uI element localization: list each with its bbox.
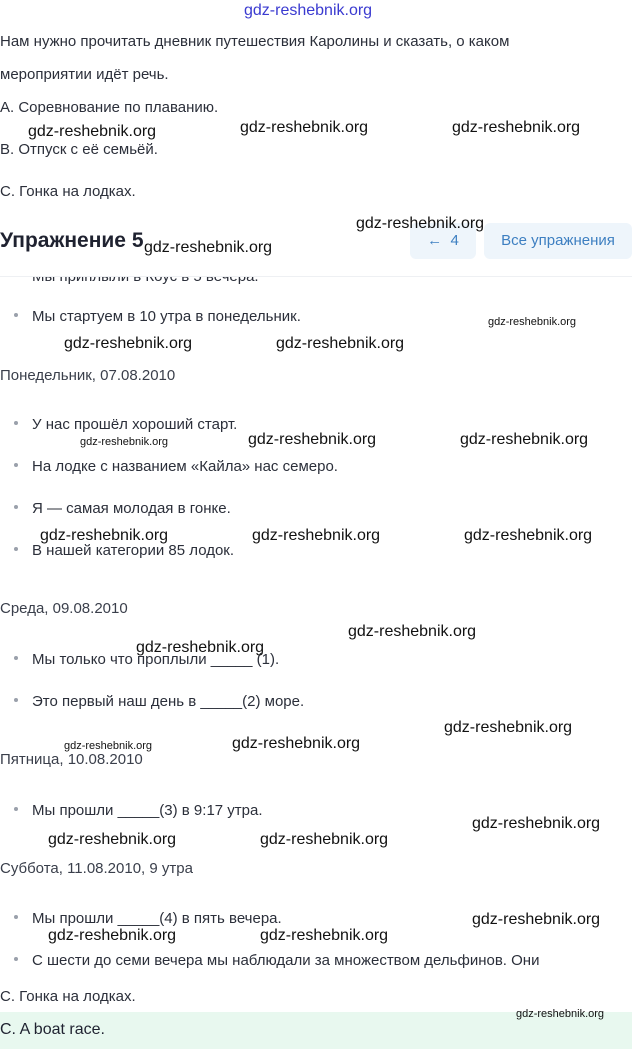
date-heading-saturday: Суббота, 11.08.2010, 9 утра: [0, 860, 193, 877]
watermark: gdz-reshebnik.org: [64, 740, 153, 752]
bullet-icon: [14, 807, 18, 811]
watermark: gdz-reshebnik.org: [460, 431, 589, 448]
date-heading-friday: Пятница, 10.08.2010: [0, 751, 143, 768]
watermark: gdz-reshebnik.org: [248, 431, 377, 448]
watermark: gdz-reshebnik.org: [48, 831, 177, 848]
page-title: Упражнение 5: [0, 229, 144, 252]
watermark: gdz-reshebnik.org: [472, 815, 601, 832]
intro-line-2: мероприятии идёт речь.: [0, 66, 169, 83]
list-item-text: В нашей категории 85 лодок.: [32, 542, 235, 559]
watermark: gdz-reshebnik.org: [232, 735, 361, 752]
list-item: [14, 307, 301, 327]
bullet-icon: [14, 957, 18, 961]
list-item: [14, 692, 304, 712]
watermark: gdz-reshebnik.org: [240, 119, 369, 136]
watermark: gdz-reshebnik.org: [464, 527, 593, 544]
watermark: gdz-reshebnik.org: [452, 119, 581, 136]
intro-line-1: Нам нужно прочитать дневник путешествия Каролины и сказать, о каком: [0, 33, 510, 50]
watermark: gdz-reshebnik.org: [48, 927, 177, 944]
watermark: gdz-reshebnik.org: [252, 527, 381, 544]
answer-text: C. A boat race.: [0, 1021, 105, 1038]
watermark: gdz-reshebnik.org: [64, 335, 193, 352]
bullet-icon: [14, 463, 18, 467]
list-item-text: Это первый наш день в _____(2) море.: [32, 693, 305, 710]
bullet-icon: [14, 505, 18, 509]
list-item: [14, 499, 231, 519]
watermark-top: gdz-reshebnik.org: [244, 2, 373, 19]
list-item-text: Мы прошли _____(3) в 9:17 утра.: [32, 802, 263, 819]
list-item: [14, 457, 338, 477]
watermark: gdz-reshebnik.org: [444, 719, 573, 736]
watermark: gdz-reshebnik.org: [472, 911, 601, 928]
watermark: gdz-reshebnik.org: [276, 335, 405, 352]
watermark: gdz-reshebnik.org: [348, 623, 477, 640]
option-a: A. Соревнование по плаванию.: [0, 99, 219, 116]
watermark: gdz-reshebnik.org: [28, 123, 157, 140]
list-item: [14, 951, 539, 971]
list-item: [14, 415, 237, 435]
date-heading-monday: Понедельник, 07.08.2010: [0, 367, 176, 384]
bullet-icon: [14, 313, 18, 317]
list-item-text: Мы только что проплыли _____ (1).: [32, 651, 280, 668]
list-item-text: Я — самая молодая в гонке.: [32, 500, 231, 517]
prev-exercise-label: 4: [450, 232, 459, 249]
bullet-icon: [14, 698, 18, 702]
option-c: C. Гонка на лодках.: [0, 183, 136, 200]
bullet-icon: [14, 421, 18, 425]
list-item-text: На лодке с названием «Кайла» нас семеро.: [32, 458, 338, 475]
watermark: gdz-reshebnik.org: [260, 927, 389, 944]
watermark: gdz-reshebnik.org: [516, 1008, 605, 1020]
watermark: gdz-reshebnik.org: [488, 316, 577, 328]
list-item: [14, 801, 263, 821]
conclusion-text: C. Гонка на лодках.: [0, 988, 136, 1005]
list-item-text: С шести до семи вечера мы наблюдали за множеством дельфинов. Они: [32, 952, 540, 969]
date-heading-wednesday: Среда, 09.08.2010: [0, 600, 128, 617]
list-item: [14, 909, 282, 929]
bullet-icon: [14, 915, 18, 919]
arrow-left-icon: ←: [427, 232, 443, 249]
list-item-text: Мы стартуем в 10 утра в понедельник.: [32, 308, 301, 325]
all-exercises-button[interactable]: Все упражнения: [484, 223, 632, 259]
list-item-text: У нас прошёл хороший старт.: [32, 416, 238, 433]
bullet-icon: [14, 656, 18, 660]
option-b: B. Отпуск с её семьёй.: [0, 141, 158, 158]
list-item-text: Мы прошли _____(4) в пять вечера.: [32, 910, 282, 927]
watermark: gdz-reshebnik.org: [260, 831, 389, 848]
watermark: gdz-reshebnik.org: [356, 215, 485, 232]
watermark: gdz-reshebnik.org: [144, 239, 273, 256]
watermark: gdz-reshebnik.org: [136, 639, 265, 656]
watermark: gdz-reshebnik.org: [40, 527, 169, 544]
watermark: gdz-reshebnik.org: [80, 436, 169, 448]
bullet-icon: [14, 547, 18, 551]
